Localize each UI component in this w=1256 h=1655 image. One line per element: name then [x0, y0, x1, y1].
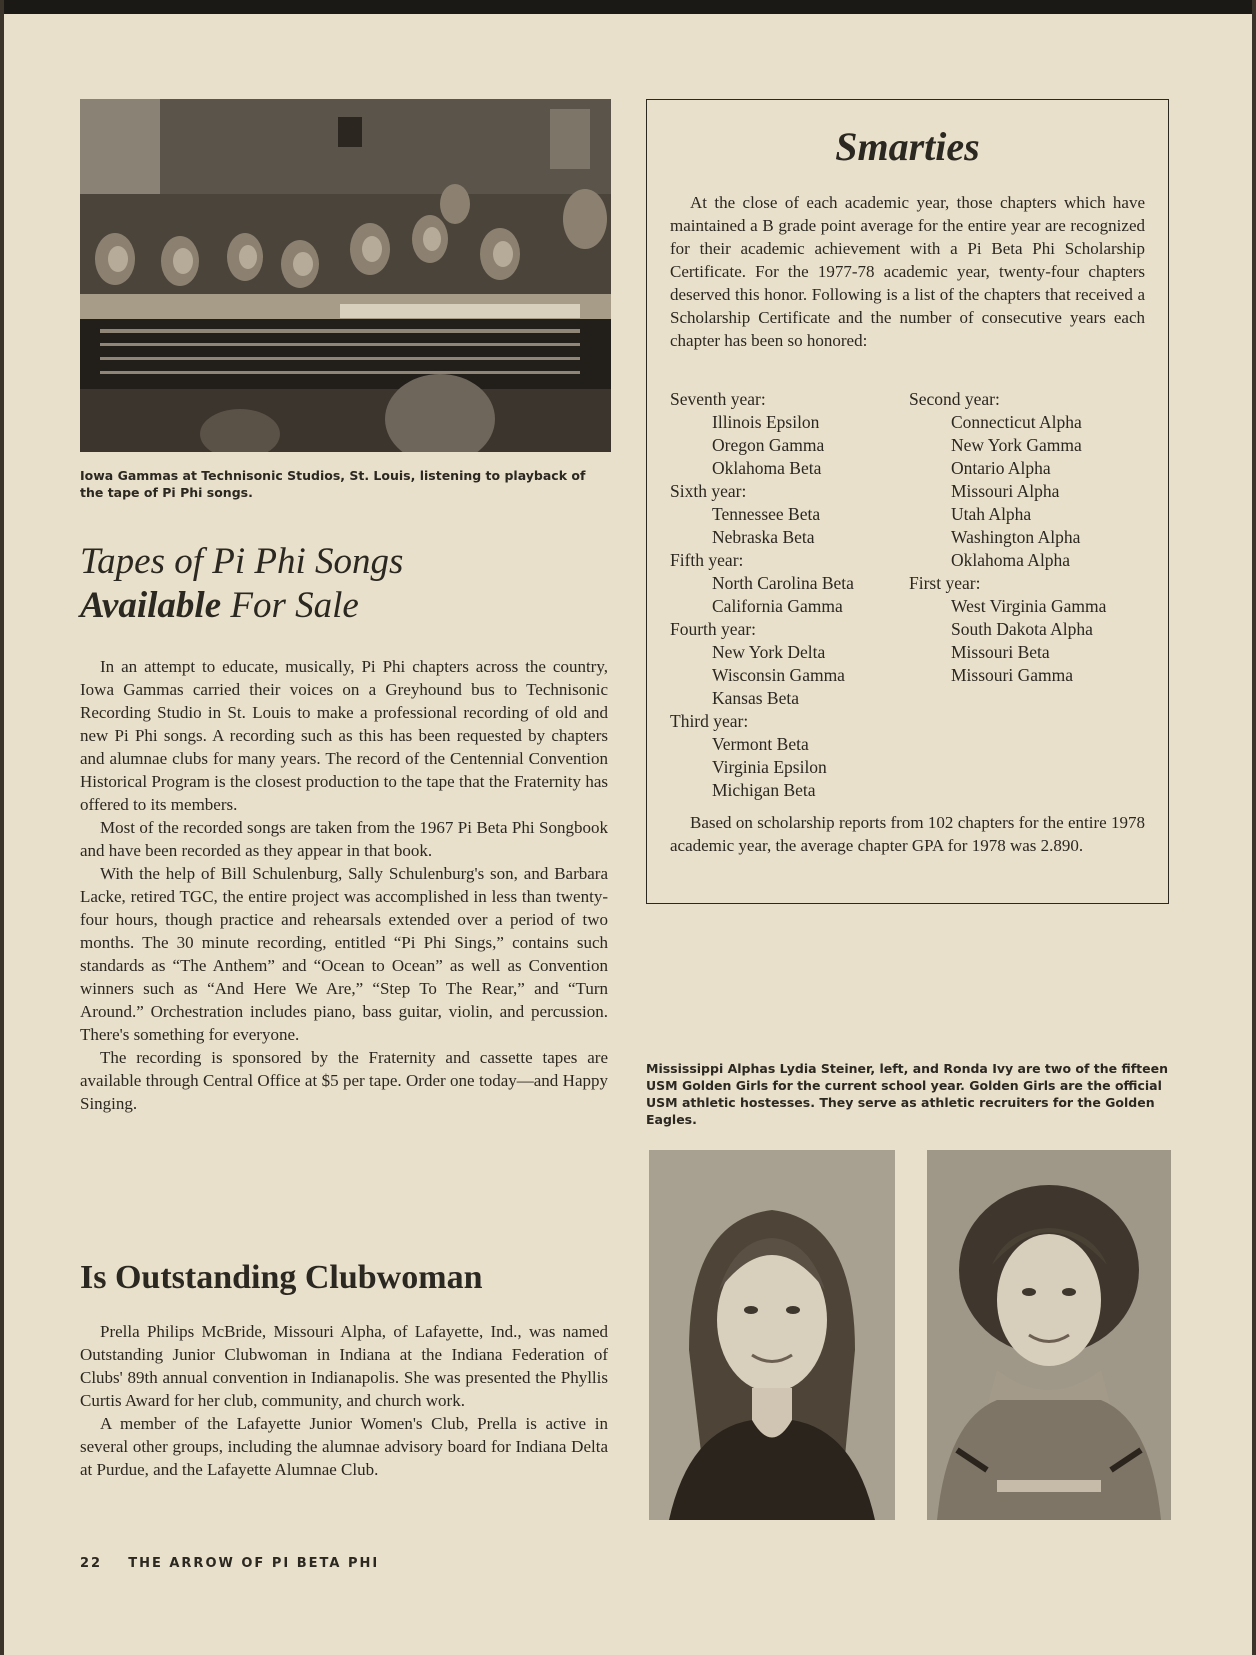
smarties-title: Smarties [835, 124, 980, 169]
clubwoman-article-body [80, 1320, 608, 1481]
chapter-name: Kansas Beta [712, 688, 799, 708]
year-group [670, 710, 910, 802]
chapter-name: Tennessee Beta [712, 504, 821, 524]
chapter-name: Washington Alpha [951, 527, 1081, 547]
year-label: Fourth year: [670, 619, 757, 639]
portrait-ronda-ivy [927, 1150, 1171, 1520]
page-footer [80, 1556, 379, 1571]
tapes-paragraph: With the help of Bill Schulenburg, Sally Schulenburg's son, and Barbara Lacke, retired TGC, the entire project was accomplished in less than twenty-four hours, though practice and rehearsals extended over a period of two months. The 30 minute recording, entitled “Pi Phi Sings,” contains such standards as “The Anthem” and “Ocean to Ocean” as well as Convention winners such as “And Here We Are,” “Step To The Rear,” and “Turn Around.” Orchestration includes piano, bass guitar, violin, and percussion. There's something for everyone. [80, 864, 608, 1044]
chapter-name: Nebraska Beta [712, 527, 815, 547]
tapes-paragraph: Most of the recorded songs are taken from the 1967 Pi Beta Phi Songbook and have been recorded as they appear in that book. [80, 818, 608, 860]
chapter-name: Virginia Epsilon [712, 757, 827, 777]
tapes-title-line-1: Tapes of Pi Phi Songs [80, 541, 404, 582]
tapes-article-title [80, 540, 610, 628]
studio-photo-image [80, 99, 611, 452]
chapter-name: Oklahoma Alpha [951, 550, 1071, 570]
clubwoman-paragraph: A member of the Lafayette Junior Women's Club, Prella is active in several other groups, including the alumnae advisory board for Indiana Delta at Purdue, and the Lafayette Alumnae Club. [80, 1414, 608, 1479]
tapes-paragraph: In an attempt to educate, musically, Pi Phi chapters across the country, Iowa Gammas carried their voices on a Greyhound bus to Technisonic Recording Studio in St. Louis to make a professional recording of old and new Pi Phi songs. A recording such as this has been requested by chapters and alumnae clubs for many years. The record of the Centennial Convention Historical Program is the closest production to the tape that the Fraternity has offered to its members. [80, 657, 608, 814]
chapter-name: Vermont Beta [712, 734, 809, 754]
chapter-name: Missouri Beta [951, 642, 1050, 662]
year-label: First year: [909, 573, 981, 593]
chapter-name: Oregon Gamma [712, 435, 825, 455]
studio-photo-caption: Iowa Gammas at Technisonic Studios, St. Louis, listening to playback of the tape of Pi Phi songs. [80, 468, 586, 500]
page-right-edge [1252, 0, 1256, 1655]
chapter-name: Oklahoma Beta [712, 458, 822, 478]
chapter-name: Missouri Gamma [951, 665, 1074, 685]
year-group [909, 572, 1154, 687]
year-label: Fifth year: [670, 550, 744, 570]
year-label: Seventh year: [670, 389, 766, 409]
tapes-paragraph: The recording is sponsored by the Fraternity and cassette tapes are available through Central Office at $5 per tape. Order one today—and Happy Singing. [80, 1048, 608, 1113]
year-group [909, 388, 1154, 572]
chapter-name: New York Delta [712, 642, 826, 662]
studio-photo [80, 99, 611, 452]
chapter-name: South Dakota Alpha [951, 619, 1093, 639]
chapter-name: Utah Alpha [951, 504, 1032, 524]
chapter-name: West Virginia Gamma [951, 596, 1107, 616]
smarties-right-column [909, 388, 1154, 687]
chapter-name: Michigan Beta [712, 780, 816, 800]
smarties-outro: Based on scholarship reports from 102 chapters for the entire 1978 academic year, the average chapter GPA for 1978 was 2.890. [670, 813, 1145, 855]
page-top-edge [0, 0, 1256, 14]
chapter-name: Ontario Alpha [951, 458, 1051, 478]
page-left-edge [0, 0, 4, 1655]
chapter-name: North Carolina Beta [712, 573, 854, 593]
year-group [670, 618, 910, 710]
portrait-lydia-steiner [649, 1150, 895, 1520]
tapes-title-for-sale: For Sale [230, 585, 359, 626]
golden-girls-caption: Mississippi Alphas Lydia Steiner, left, and Ronda Ivy are two of the fifteen USM Golden Girls for the current school year. Golden Girls are the official USM athletic hostesses. They serve as athletic recruiters for the Golden Eagles. [646, 1061, 1169, 1127]
clubwoman-paragraph: Prella Philips McBride, Missouri Alpha, of Lafayette, Ind., was named Outstanding Junior Clubwoman in Indiana at the Indiana Federation of Clubs' 89th annual convention in Indianapolis. She was presented the Phyllis Curtis Award for her club, community, and church work. [80, 1322, 608, 1410]
chapter-name: California Gamma [712, 596, 843, 616]
publication-name: THE ARROW OF PI BETA PHI [128, 1556, 380, 1571]
chapter-name: Wisconsin Gamma [712, 665, 845, 685]
chapter-name: New York Gamma [951, 435, 1082, 455]
tapes-title-line-2 [80, 584, 610, 628]
portrait-lydia-image [649, 1150, 895, 1520]
page-number: 22 [80, 1556, 103, 1571]
year-label: Second year: [909, 389, 1000, 409]
chapter-name: Connecticut Alpha [951, 412, 1082, 432]
smarties-box [646, 99, 1169, 904]
year-group [670, 549, 910, 618]
portrait-ronda-image [927, 1150, 1171, 1520]
smarties-intro: At the close of each academic year, those chapters which have maintained a B grade point average for the entire year are recognized for their academic achievement with a Pi Beta Phi Scholarship Certificate. For the 1977-78 academic year, twenty-four chapters deserved this honor. Following is a list of the chapters that received a Scholarship Certificate and the number of consecutive years each chapter has been so honored: [670, 193, 1145, 350]
year-label: Third year: [670, 711, 749, 731]
year-label: Sixth year: [670, 481, 747, 501]
chapter-name: Illinois Epsilon [712, 412, 820, 432]
tapes-article-body [80, 655, 608, 1115]
tapes-title-available: Available [80, 585, 222, 626]
clubwoman-article-title: Is Outstanding Clubwoman [80, 1259, 483, 1296]
smarties-left-column [670, 388, 910, 802]
year-group [670, 480, 910, 549]
year-group [670, 388, 910, 480]
chapter-name: Missouri Alpha [951, 481, 1060, 501]
